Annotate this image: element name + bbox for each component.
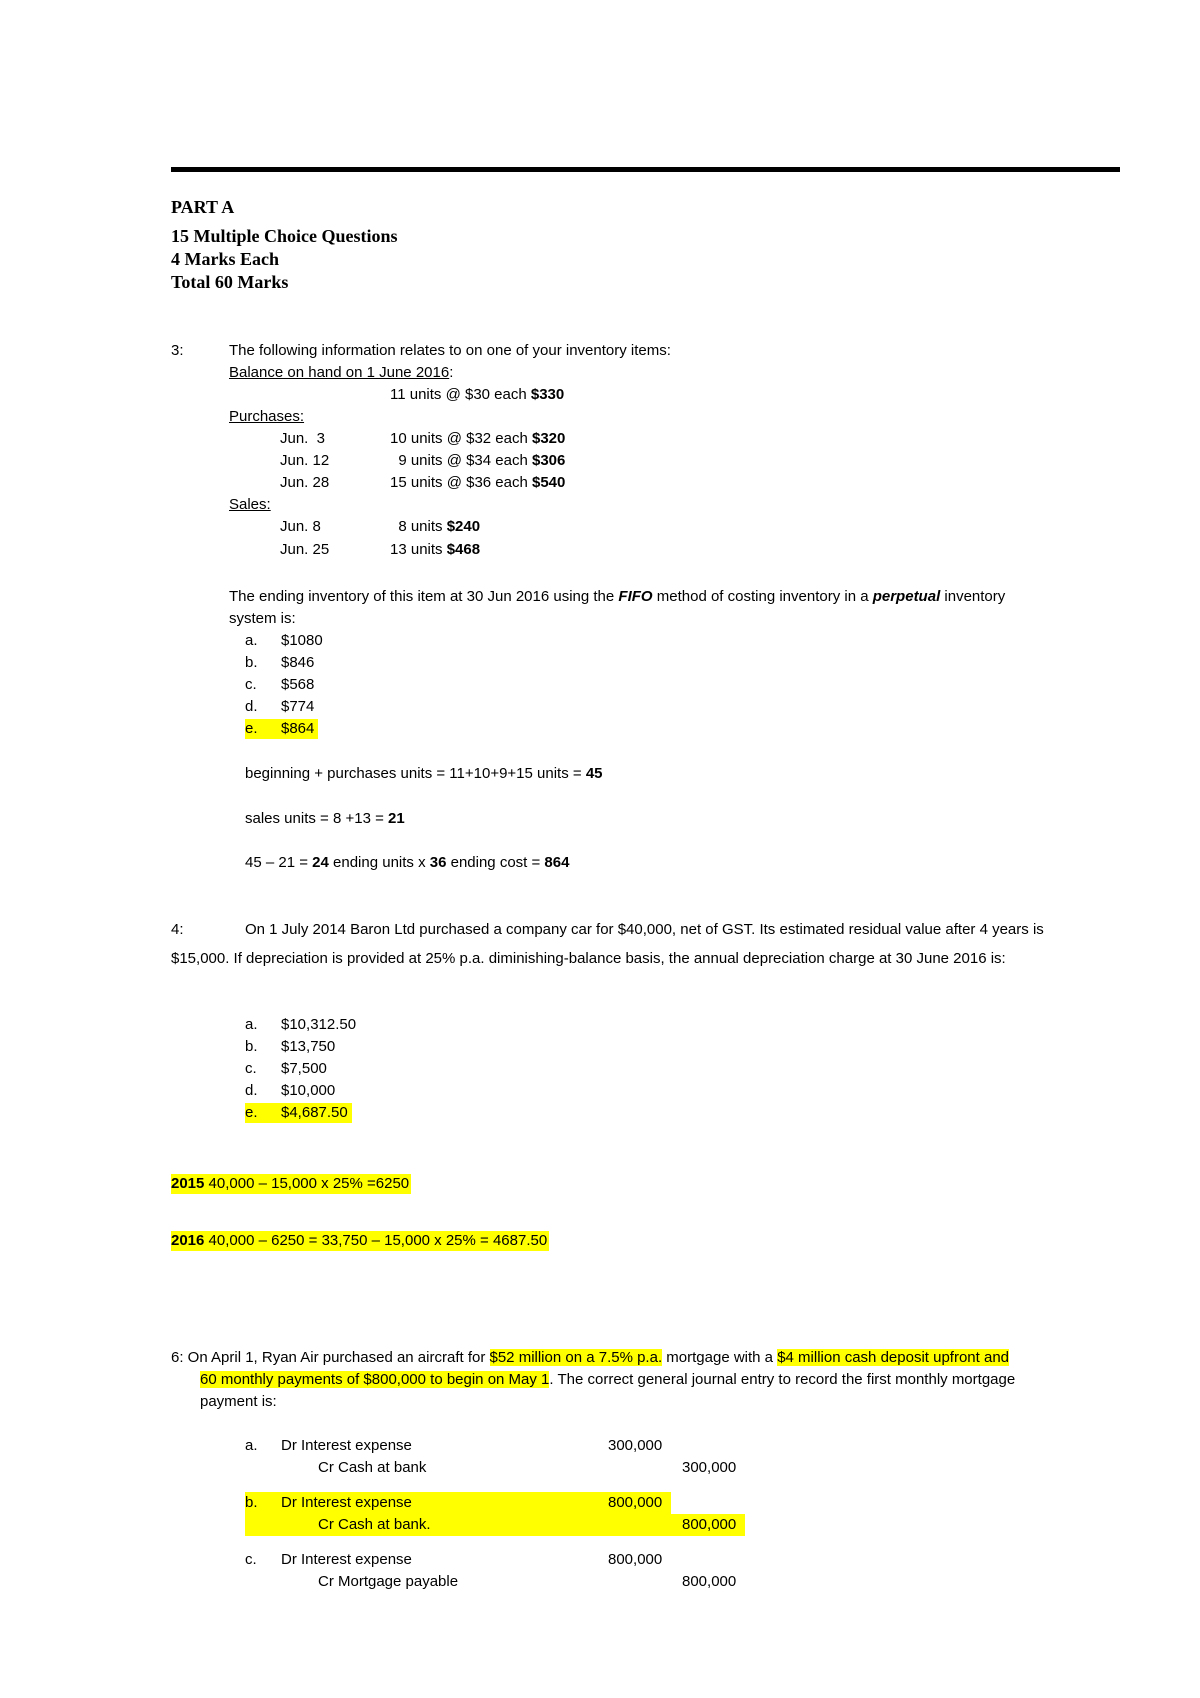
q6-text-line1: 6: On April 1, Ryan Air purchased an aircraft for $52 million on a 7.5% p.a. mortgage with a $4 million cash deposit upfront and (171, 1349, 1009, 1366)
q3-purchase-value: 9 units @ $34 each $306 (390, 452, 566, 469)
header-line-2: 4 Marks Each (171, 249, 279, 269)
q3-option-a: a. $1080 (245, 632, 323, 649)
q4-option-c: c. $7,500 (245, 1060, 327, 1077)
q3-sale-date: Jun. 8 (280, 518, 321, 535)
q4-option-e: e. $4,687.50 (245, 1103, 352, 1123)
q3-balance-value: 11 units @ $30 each $330 (390, 386, 565, 403)
q6-option-b-debit: Dr Interest expense (281, 1494, 412, 1511)
q3-purchase-date: Jun. 3 (280, 430, 326, 447)
q6-option-c-debit-amount: 800,000 (608, 1551, 663, 1568)
q6-option-c-letter: c. (245, 1551, 257, 1568)
q6-option-a-debit: Dr Interest expense (281, 1437, 412, 1454)
q3-question: The ending inventory of this item at 30 Jun 2016 using the FIFO method of costing inventory in a perpetual inventory (229, 588, 1006, 605)
q3-intro: The following information relates to on one of your inventory items: (229, 342, 671, 359)
q6-option-a-letter: a. (245, 1437, 258, 1454)
q3-working-2: sales units = 8 +13 = 21 (245, 810, 405, 827)
header-line-3: Total 60 Marks (171, 272, 289, 292)
q3-sales-label: Sales: (229, 496, 271, 513)
q3-working-1: beginning + purchases units = 11+10+9+15 units = 45 (245, 765, 603, 782)
q6-text-line3: payment is: (200, 1393, 277, 1410)
q6-option-a-credit: Cr Cash at bank (318, 1459, 427, 1476)
q6-text-line2: 60 monthly payments of $800,000 to begin on May 1. The correct general journal entry to record the first monthly mortgage (200, 1371, 1016, 1388)
q3-purchases-label: Purchases: (229, 408, 305, 425)
q6-option-b-letter: b. (245, 1494, 258, 1511)
q4-option-a: a. $10,312.50 (245, 1016, 357, 1033)
q6-option-c-credit: Cr Mortgage payable (318, 1573, 459, 1590)
q3-option-e: e. $864 (245, 719, 318, 739)
q3-option-b: b. $846 (245, 654, 315, 671)
q3-sale-value: 8 units $240 (390, 518, 481, 535)
q6-option-a-credit-amount: 300,000 (682, 1459, 737, 1476)
q6-option-c-debit: Dr Interest expense (281, 1551, 412, 1568)
q3-sale-date: Jun. 25 (280, 541, 330, 558)
q6-option-b-credit-amount: 800,000 (682, 1516, 737, 1533)
header-line-1: 15 Multiple Choice Questions (171, 226, 398, 246)
q4-text-line2: $15,000. If depreciation is provided at 25% p.a. diminishing-balance basis, the annual depreciation charge at 30 June 2016 is: (171, 950, 1006, 967)
part-title: PART A (171, 197, 235, 217)
q6-option-a-debit-amount: 300,000 (608, 1437, 663, 1454)
q3-number: 3: (171, 342, 184, 359)
q4-text-line1: On 1 July 2014 Baron Ltd purchased a company car for $40,000, net of GST. Its estimated residual value after 4 years is (245, 921, 1044, 938)
q3-balance-label: Balance on hand on 1 June 2016: (229, 364, 454, 381)
q4-option-d: d. $10,000 (245, 1082, 336, 1099)
q4-number: 4: (171, 921, 184, 938)
q6-option-b-credit: Cr Cash at bank. (318, 1516, 431, 1533)
q3-option-d: d. $774 (245, 698, 315, 715)
q3-purchase-value: 15 units @ $36 each $540 (390, 474, 566, 491)
q6-option-b-debit-amount: 800,000 (608, 1494, 663, 1511)
q3-purchase-value: 10 units @ $32 each $320 (390, 430, 566, 447)
q3-option-c: c. $568 (245, 676, 315, 693)
header-rule (171, 167, 1120, 172)
q3-working-3: 45 – 21 = 24 ending units x 36 ending cost = 864 (245, 854, 570, 871)
q4-working-2015: 2015 40,000 – 15,000 x 25% =6250 (171, 1175, 410, 1192)
q4-working-2016: 2016 40,000 – 6250 = 33,750 – 15,000 x 25% = 4687.50 (171, 1232, 548, 1249)
q3-question-line2: system is: (229, 610, 296, 627)
q6-option-c-credit-amount: 800,000 (682, 1573, 737, 1590)
q4-option-b: b. $13,750 (245, 1038, 336, 1055)
q3-purchase-date: Jun. 28 (280, 474, 330, 491)
q3-purchase-date: Jun. 12 (280, 452, 330, 469)
q3-sale-value: 13 units $468 (390, 541, 481, 558)
